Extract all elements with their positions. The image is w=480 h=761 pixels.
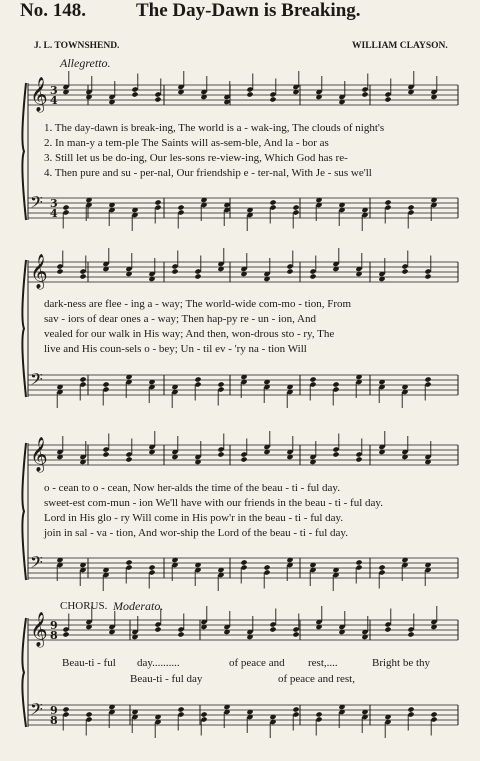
- note-head: [292, 631, 299, 637]
- note-head: [62, 204, 69, 210]
- lyric-s2-v1: dark-ness are flee - ing a - way; The world-wide com-mo - tion, From: [44, 298, 352, 310]
- lyric-s3-v1: o - cean to o - cean, Now her-alds the time of the beau - ti - ful day.: [44, 482, 340, 494]
- system-brace: [22, 618, 26, 727]
- note-head: [200, 711, 207, 717]
- bass-clef-icon: 𝄢: [30, 552, 43, 576]
- chorus-word: rest,....: [308, 657, 338, 669]
- note-head: [292, 706, 299, 712]
- note-head: [269, 96, 276, 102]
- treble-clef-icon: 𝄞: [30, 612, 48, 647]
- note-head: [424, 376, 431, 382]
- system-brace: [22, 443, 26, 580]
- note-head: [355, 456, 362, 462]
- note-head: [125, 559, 132, 565]
- chorus-word: of peace and rest,: [278, 673, 355, 685]
- note-head: [85, 711, 92, 717]
- note-head: [62, 706, 69, 712]
- note-head: [430, 711, 437, 717]
- system-brace: [22, 83, 26, 220]
- note-head: [309, 376, 316, 382]
- note-head: [361, 91, 368, 97]
- chorus-word: Bright be thy: [372, 657, 431, 669]
- time-signature: 3: [50, 197, 58, 210]
- treble-clef-icon: 𝄞: [30, 254, 48, 289]
- tempo-marking-chorus: Moderato.: [113, 599, 164, 613]
- bass-clef-icon: 𝄢: [30, 369, 43, 393]
- note-head: [292, 204, 299, 210]
- lyric-s1-v2: 2. In man-y a tem-ple The Saints will as-sem-ble, And la - bor as: [44, 137, 329, 149]
- chorus-word: day..........: [137, 657, 180, 669]
- note-head: [194, 273, 201, 279]
- note-head: [332, 381, 339, 387]
- lyric-s1-v3: 3. Still let us be do-ing, Our les-sons re-view-ing, Which God has re-: [44, 152, 348, 164]
- composer-credit: WILLIAM CLAYSON.: [352, 41, 448, 51]
- lyric-s2-v4: live and His coun-sels o - bey; Un - til ev - 'ry na - tion Will: [44, 343, 307, 355]
- chorus-word: Beau-ti - ful day: [130, 673, 203, 685]
- time-signature: 9: [50, 619, 58, 632]
- lyric-s3-v4: join in sal - va - tion, And wor-ship the Lord of the beau - ti - ful day.: [44, 527, 348, 539]
- system-brace: [22, 260, 26, 397]
- lyric-s2-v3: vealed for our walk in His way; And then, won-drous sto - ry, The: [44, 328, 335, 340]
- note-head: [424, 273, 431, 279]
- note-head: [309, 273, 316, 279]
- note-head: [171, 268, 178, 274]
- note-head: [384, 96, 391, 102]
- tempo-marking-verse: Allegretto.: [60, 56, 111, 70]
- bass-clef-icon: 𝄢: [30, 699, 43, 723]
- note-head: [286, 268, 293, 274]
- note-head: [177, 631, 184, 637]
- note-head: [154, 199, 161, 205]
- note-head: [125, 456, 132, 462]
- chorus-word: Beau-ti - ful: [62, 657, 116, 669]
- note-head: [56, 268, 63, 274]
- lyric-s2-v2: sav - iors of dear ones a - way; Then hap-py re - un - ion, And: [44, 313, 316, 325]
- hymn-title: The Day-Dawn is Breaking.: [136, 0, 361, 21]
- time-signature: 8: [50, 714, 58, 727]
- chorus-label: CHORUS.: [60, 600, 108, 612]
- note-head: [154, 96, 161, 102]
- note-head: [407, 631, 414, 637]
- note-head: [240, 456, 247, 462]
- note-head: [355, 559, 362, 565]
- time-signature: 3: [50, 84, 58, 97]
- hymn-number: No. 148.: [20, 0, 86, 21]
- note-head: [332, 451, 339, 457]
- note-head: [269, 626, 276, 632]
- note-head: [384, 199, 391, 205]
- note-head: [407, 204, 414, 210]
- note-head: [407, 706, 414, 712]
- note-head: [148, 564, 155, 570]
- note-head: [315, 711, 322, 717]
- note-head: [217, 451, 224, 457]
- time-signature: 4: [50, 207, 58, 220]
- note-head: [79, 376, 86, 382]
- time-signature: 9: [50, 704, 58, 717]
- note-head: [62, 631, 69, 637]
- note-head: [194, 376, 201, 382]
- time-signature: 8: [50, 629, 58, 642]
- lyric-s1-v4: 4. Then pure and su - per-nal, Our friendship e - ter-nal, With Je - sus we'll: [44, 167, 372, 179]
- note-head: [177, 706, 184, 712]
- treble-clef-icon: 𝄞: [30, 77, 48, 112]
- note-head: [154, 626, 161, 632]
- lyric-s3-v2: sweet-est com-mun - ion We'll have with our friends in the beau - ti - ful day.: [44, 497, 383, 509]
- note-head: [378, 564, 385, 570]
- note-head: [217, 381, 224, 387]
- note-head: [269, 199, 276, 205]
- note-head: [401, 268, 408, 274]
- note-head: [384, 626, 391, 632]
- chorus-word: of peace and: [229, 657, 285, 669]
- note-head: [79, 273, 86, 279]
- time-signature: 4: [50, 94, 58, 107]
- note-head: [102, 381, 109, 387]
- lyricist-credit: J. L. TOWNSHEND.: [34, 41, 120, 51]
- note-head: [131, 91, 138, 97]
- note-head: [246, 91, 253, 97]
- lyric-s3-v3: Lord in His glo - ry Will come in His pow'r in the beau - ti - ful day.: [44, 512, 344, 524]
- note-head: [240, 559, 247, 565]
- lyric-s1-v1: 1. The day-dawn is break-ing, The world is a - wak-ing, The clouds of night's: [44, 122, 385, 134]
- note-head: [263, 564, 270, 570]
- bass-clef-icon: 𝄢: [30, 192, 43, 216]
- note-head: [102, 451, 109, 457]
- treble-clef-icon: 𝄞: [30, 437, 48, 472]
- note-head: [177, 204, 184, 210]
